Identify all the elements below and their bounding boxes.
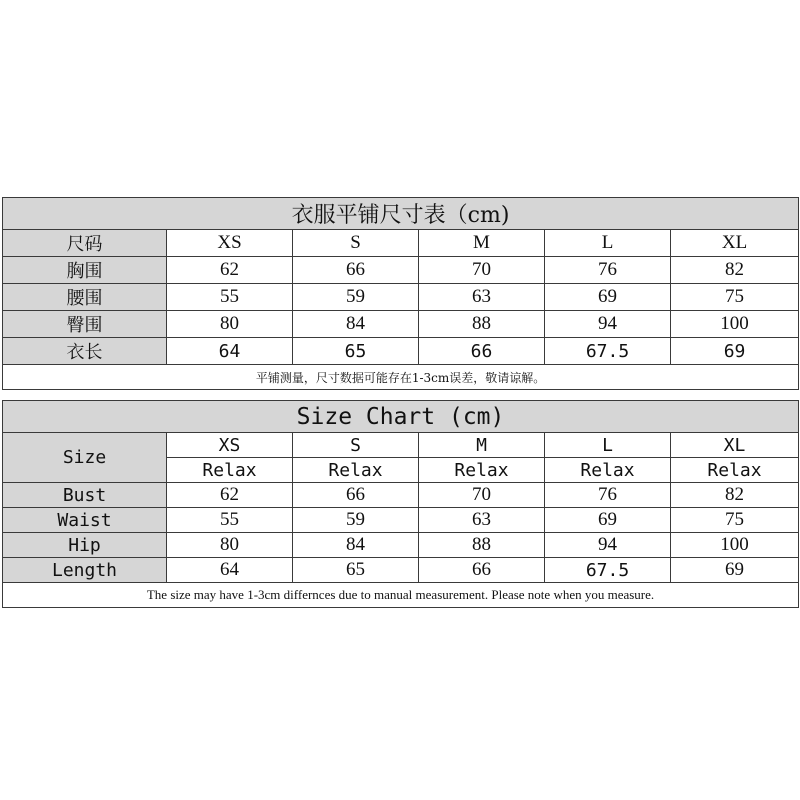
table-cell: 67.5 [545,558,671,583]
table-cell: 65 [293,558,419,583]
table-cell: 59 [293,284,419,311]
en-size-header: S [293,433,419,458]
cn-size-table [2,197,798,390]
table-cell: 82 [671,483,799,508]
en-size-header: L [545,433,671,458]
en-table-note: The size may have 1-3cm differnces due to manual measurement. Please note when you measure. [3,583,799,608]
row-label: Waist [3,508,167,533]
table-cell: 66 [293,257,419,284]
table-cell: 66 [293,483,419,508]
fit-label: Relax [293,458,419,483]
en-size-table [2,400,798,608]
table-row [3,508,799,533]
cn-size-header: L [545,230,671,257]
table-cell: 70 [419,257,545,284]
row-label: 胸围 [3,257,167,284]
table-row [3,483,799,508]
table-row [3,284,799,311]
table-cell: 75 [671,284,799,311]
cn-header-label: 尺码 [3,230,167,257]
row-label: 腰围 [3,284,167,311]
row-label: 臀围 [3,311,167,338]
row-label: Bust [3,483,167,508]
fit-label: Relax [419,458,545,483]
table-cell: 76 [545,483,671,508]
table-cell: 69 [671,338,799,365]
en-size-header: XL [671,433,799,458]
table-row [3,558,799,583]
table-cell: 62 [167,257,293,284]
table-cell: 82 [671,257,799,284]
table-cell: 59 [293,508,419,533]
table-row [3,338,799,365]
cn-table-title: 衣服平铺尺寸表（cm) [3,198,799,230]
table-cell: 63 [419,508,545,533]
fit-label: Relax [671,458,799,483]
table-cell: 75 [671,508,799,533]
table-cell: 69 [671,558,799,583]
table-cell: 88 [419,533,545,558]
table-cell: 100 [671,311,799,338]
table-cell: 55 [167,508,293,533]
en-size-header: M [419,433,545,458]
en-table-title: Size Chart (cm) [3,401,799,433]
table-cell: 100 [671,533,799,558]
fit-label: Relax [167,458,293,483]
table-cell: 94 [545,533,671,558]
row-label: 衣长 [3,338,167,365]
table-cell: 94 [545,311,671,338]
table-cell: 70 [419,483,545,508]
table-cell: 69 [545,508,671,533]
table-cell: 55 [167,284,293,311]
en-size-header: XS [167,433,293,458]
cn-size-header: S [293,230,419,257]
en-header-label: Size [3,433,167,483]
cn-size-header: M [419,230,545,257]
table-cell: 63 [419,284,545,311]
table-cell: 84 [293,311,419,338]
fit-label: Relax [545,458,671,483]
table-cell: 80 [167,533,293,558]
table-cell: 64 [167,338,293,365]
cn-size-header: XS [167,230,293,257]
table-row [3,257,799,284]
table-row [3,533,799,558]
table-cell: 65 [293,338,419,365]
table-cell: 84 [293,533,419,558]
cn-size-header: XL [671,230,799,257]
table-cell: 67.5 [545,338,671,365]
table-cell: 66 [419,558,545,583]
cn-table-note: 平铺测量，尺寸数据可能存在1-3cm误差，敬请谅解。 [3,365,799,390]
table-cell: 64 [167,558,293,583]
table-cell: 80 [167,311,293,338]
table-cell: 76 [545,257,671,284]
table-cell: 62 [167,483,293,508]
row-label: Hip [3,533,167,558]
table-cell: 88 [419,311,545,338]
table-cell: 69 [545,284,671,311]
table-row [3,311,799,338]
row-label: Length [3,558,167,583]
table-cell: 66 [419,338,545,365]
